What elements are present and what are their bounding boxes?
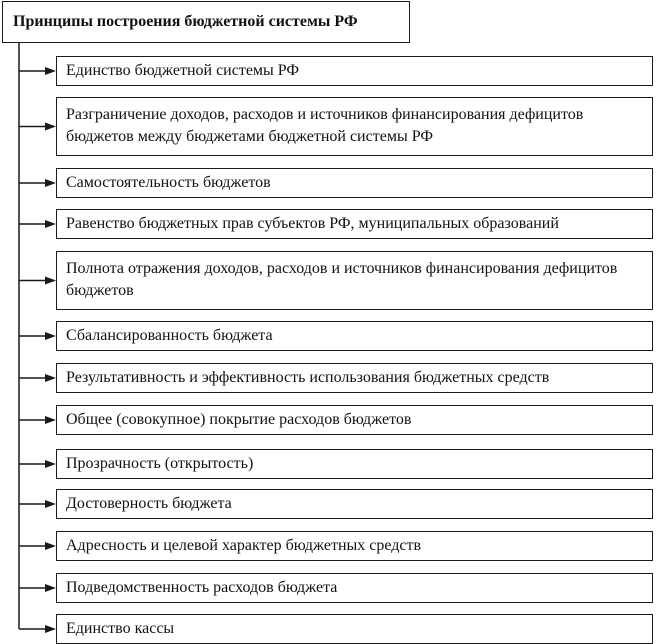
- arrow-head-7: [45, 374, 56, 382]
- principle-box-11: [56, 531, 653, 561]
- principle-label-4: Равенство бюджетных прав субъектов РФ, муниципальных образований: [66, 214, 559, 232]
- principle-label-11: Адресность и целевой характер бюджетных средств: [66, 536, 422, 554]
- arrow-head-4: [45, 220, 56, 228]
- principle-label-6: Сбалансированность бюджета: [66, 326, 273, 344]
- principle-box-7: [56, 363, 653, 393]
- principle-box-5: [56, 251, 653, 310]
- principle-label-13: Единство кассы: [66, 619, 175, 637]
- principle-box-9: [56, 449, 653, 479]
- arrow-head-11: [45, 542, 56, 550]
- arrow-head-2: [45, 123, 56, 131]
- principle-label-12: Подведомственность расходов бюджета: [66, 578, 338, 596]
- principle-box-2: [56, 97, 653, 156]
- principle-label-9: Прозрачность (открытость): [66, 454, 254, 472]
- principle-box-4: [56, 209, 653, 239]
- principle-box-8: [56, 405, 653, 435]
- arrow-head-12: [45, 584, 56, 592]
- arrow-head-1: [45, 67, 56, 75]
- principle-label-2: Разграничение доходов, расходов и источников финансирования дефицитов бюджетов между бюджетами бюджетной системы РФ: [66, 106, 584, 145]
- arrow-head-3: [45, 179, 56, 187]
- principle-box-12: [56, 573, 653, 603]
- principle-label-5: Полнота отражения доходов, расходов и источников финансирования дефицитов бюджетов: [66, 260, 618, 299]
- arrow-head-10: [45, 500, 56, 508]
- principle-label-3: Самостоятельность бюджетов: [66, 173, 271, 191]
- principle-box-1: [56, 56, 653, 86]
- principle-box-10: [56, 489, 653, 519]
- principle-box-13: [56, 614, 653, 644]
- arrow-head-9: [45, 460, 56, 468]
- arrow-head-6: [45, 332, 56, 340]
- arrow-head-5: [45, 277, 56, 285]
- arrow-head-8: [45, 416, 56, 424]
- principle-box-3: [56, 168, 653, 198]
- diagram-title: Принципы построения бюджетной системы РФ: [13, 13, 358, 30]
- principle-label-1: Единство бюджетной системы РФ: [66, 61, 300, 79]
- principle-label-10: Достоверность бюджета: [66, 494, 232, 512]
- arrow-head-13: [45, 625, 56, 633]
- principle-label-8: Общее (совокупное) покрытие расходов бюджетов: [66, 410, 412, 428]
- principle-box-6: [56, 321, 653, 351]
- principle-label-7: Результативность и эффективность использования бюджетных средств: [66, 368, 550, 386]
